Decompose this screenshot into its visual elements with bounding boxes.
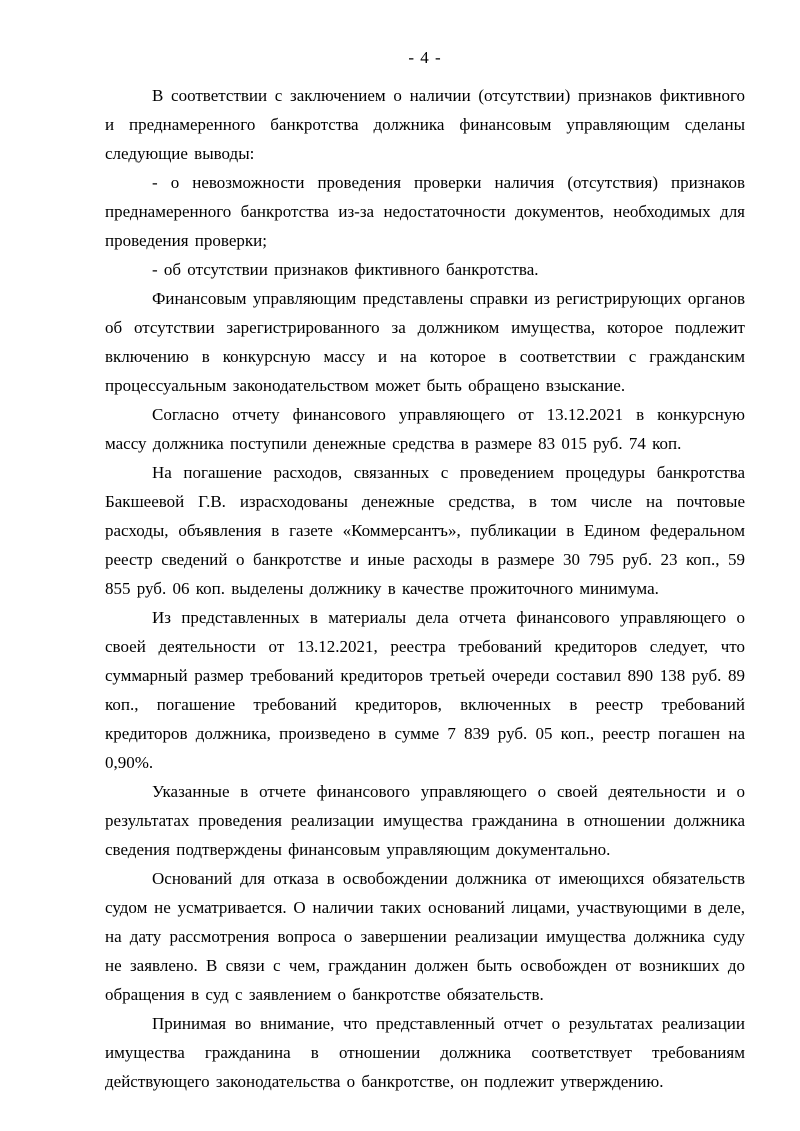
paragraph-creditor-claims: Из представленных в материалы дела отчета финансового управляющего о своей деятельности от 13.12.2021, реестра требований кредиторов следует, что суммарный размер требований кредиторов третьей очереди составил 890 138 руб. 89 коп., погашение требований кредиторов, включенных в реестр требований кредиторов должника, произведено в сумме 7 839 руб. 05 коп., реестр погашен на 0,90%. <box>105 608 745 772</box>
document-content <box>105 43 745 1096</box>
page-number: - 4 - <box>408 48 442 67</box>
paragraph-list-item-impossibility: - о невозможности проведения проверки наличия (отсутствия) признаков преднамеренного банкротства из-за недостаточности документов, необходимых для проведения проверки; <box>105 173 745 250</box>
paragraph-registry-certificates: Финансовым управляющим представлены справки из регистрирующих органов об отсутствии зарегистрированного за должником имущества, которое подлежит включению в конкурсную массу и на которое в соответствии с гражданским процессуальным законодательством может быть обращено взыскание. <box>105 289 745 395</box>
paragraph-report-approval: Принимая во внимание, что представленный отчет о результатах реализации имущества гражданина в отношении должника соответствует требованиям действующего законодательства о банкротстве, он подлежит утверждению. <box>105 1014 745 1091</box>
paragraph-no-grounds-for-refusal: Оснований для отказа в освобождении должника от имеющихся обязательств судом не усматривается. О наличии таких оснований лицами, участвующими в деле, на дату рассмотрения вопроса о завершении реализации имущества должника суду не заявлено. В связи с чем, гражданин должен быть освобожден от возникших до обращения в суд с заявлением о банкротстве обязательств. <box>105 869 745 1004</box>
paragraph-expenses: На погашение расходов, связанных с проведением процедуры банкротства Бакшеевой Г.В. израсходованы денежные средства, в том числе на почтовые расходы, объявления в газете «Коммерсантъ», публикации в Едином федеральном реестр сведений о банкротстве и иные расходы в размере 30 795 руб. 23 коп., 59 855 руб. 06 коп. выделены должнику в качестве прожиточного минимума. <box>105 463 745 598</box>
paragraph-report-confirmed: Указанные в отчете финансового управляющего о своей деятельности и о результатах проведения реализации имущества гражданина в отношении должника сведения подтверждены финансовым управляющим документально. <box>105 782 745 859</box>
paragraph-intro-conclusion: В соответствии с заключением о наличии (отсутствии) признаков фиктивного и преднамеренного банкротства должника финансовым управляющим сделаны следующие выводы: <box>105 86 745 163</box>
paragraph-list-item-no-fictitious: - об отсутствии признаков фиктивного банкротства. <box>152 260 539 279</box>
paragraph-funds-received: Согласно отчету финансового управляющего от 13.12.2021 в конкурсную массу должника поступили денежные средства в размере 83 015 руб. 74 коп. <box>105 405 745 453</box>
